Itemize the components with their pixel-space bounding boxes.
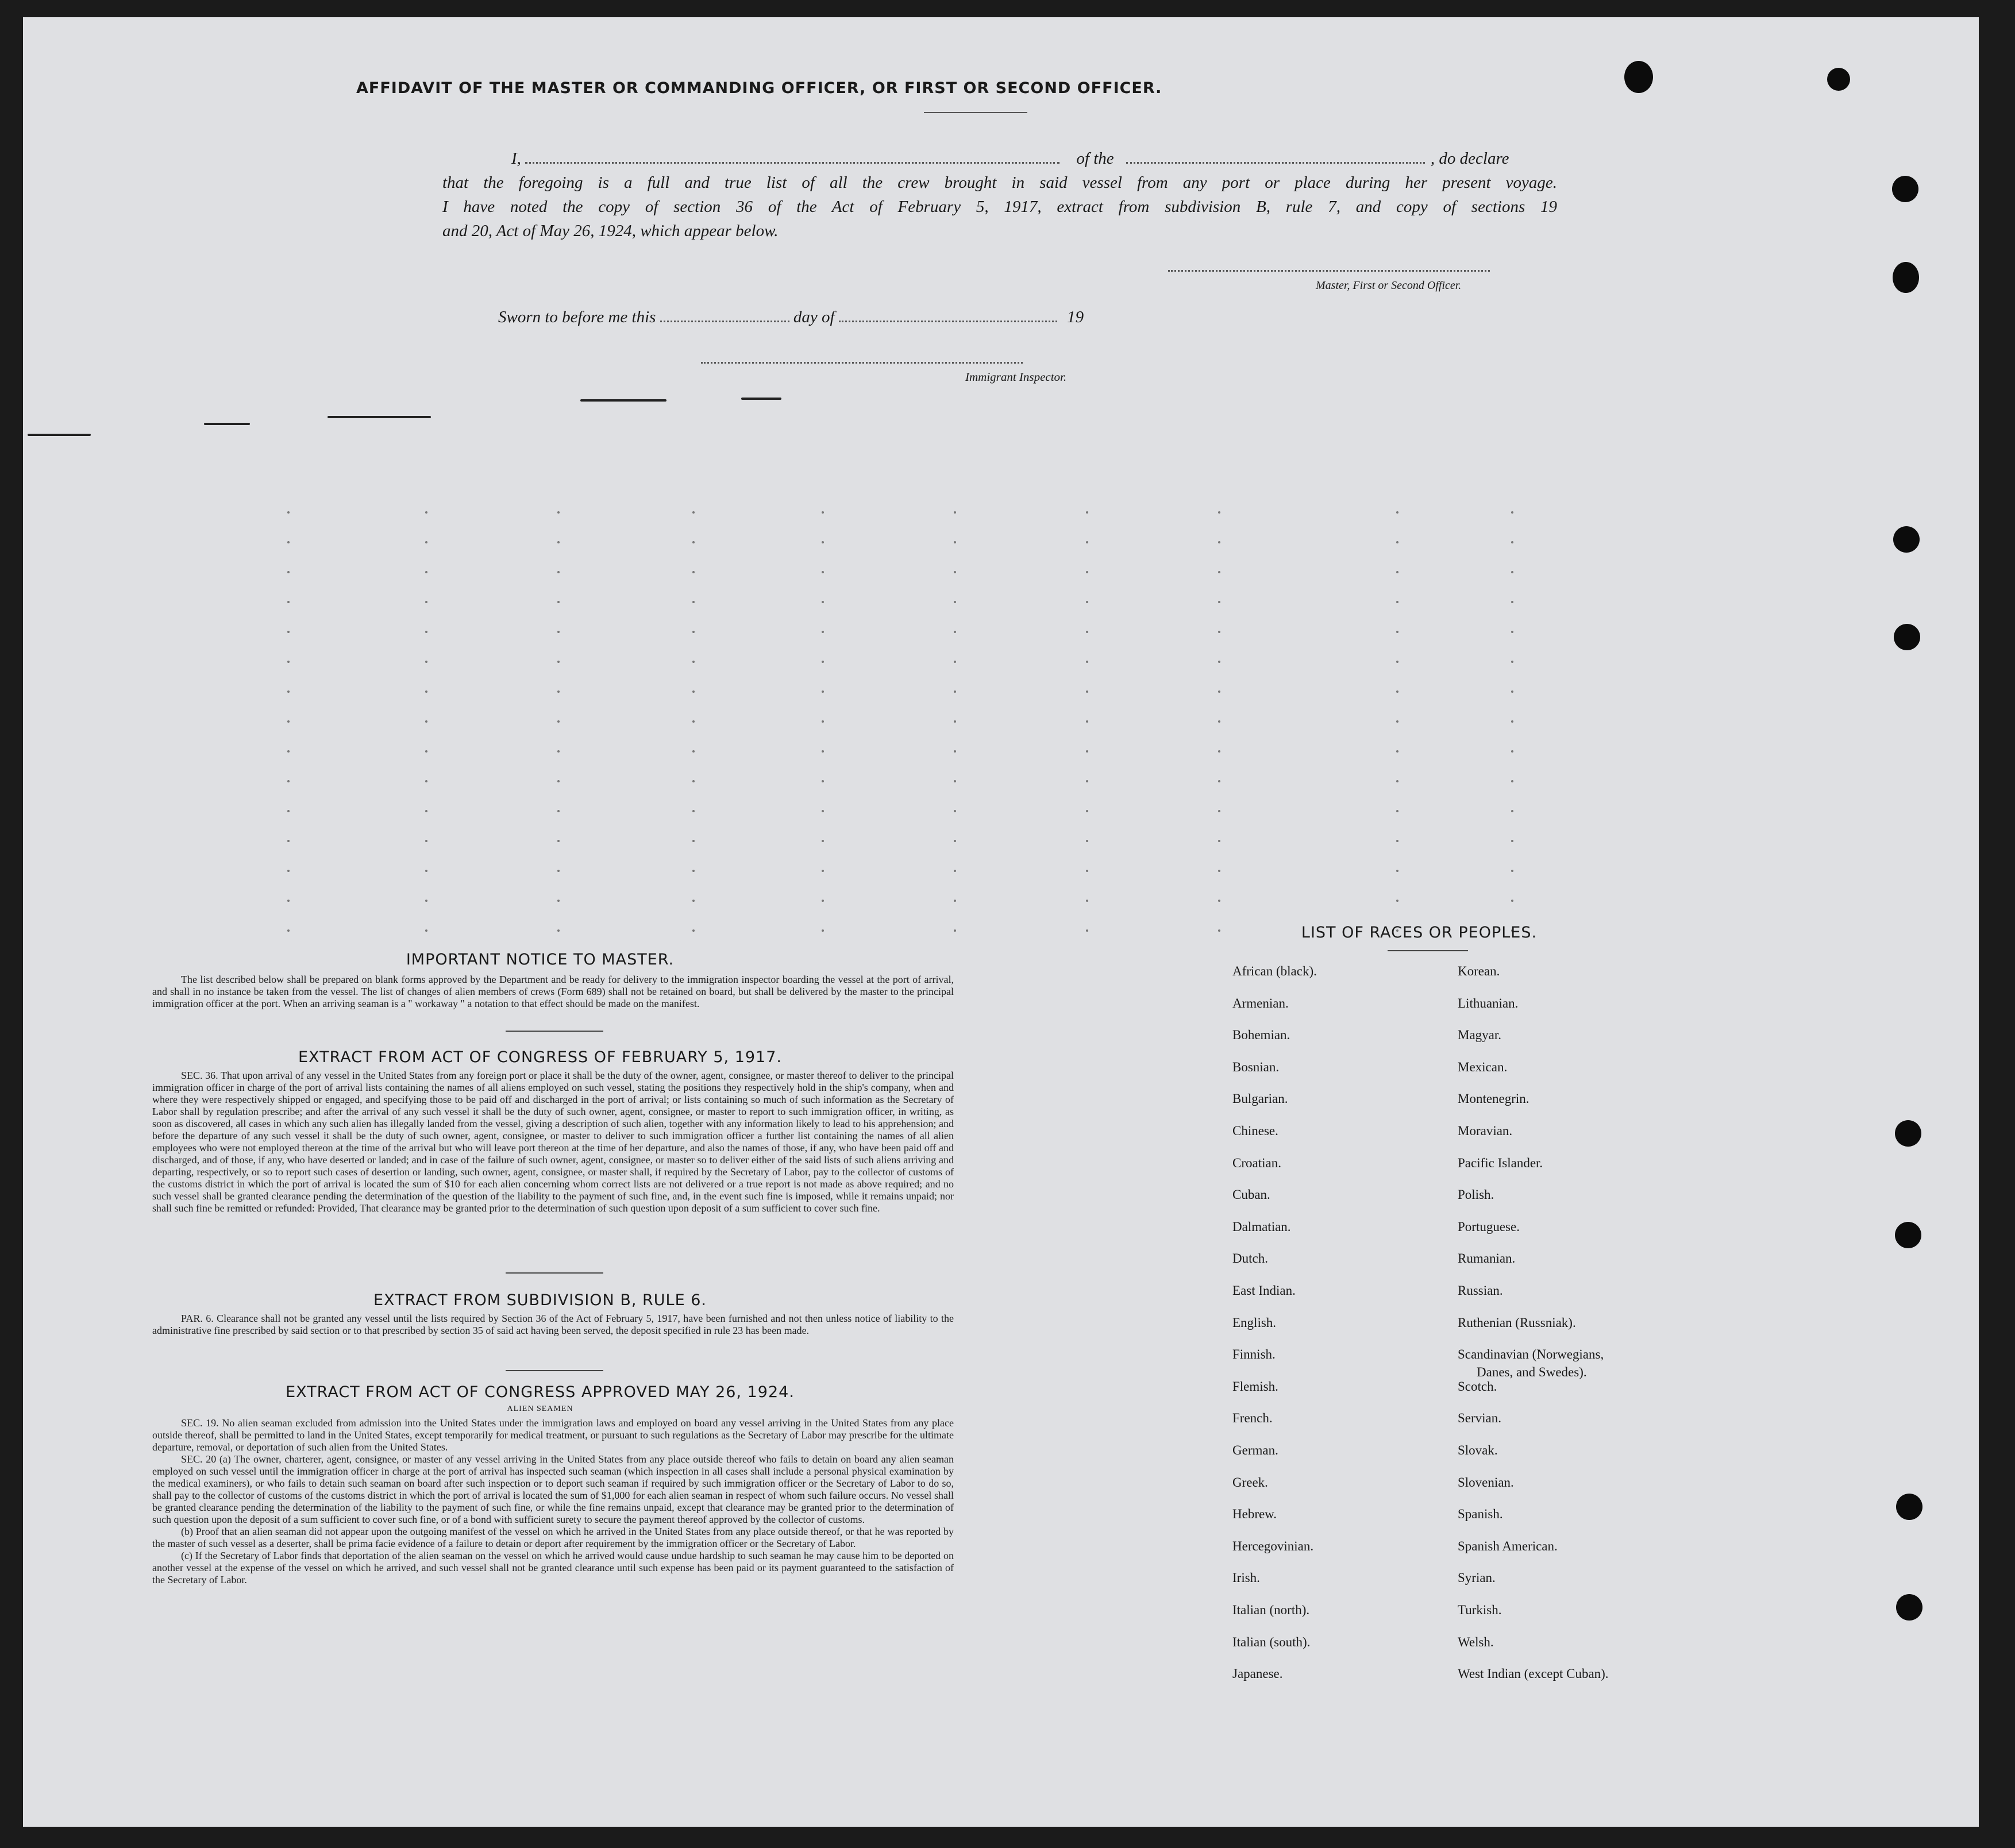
grid-dot [557,571,560,573]
grid-dot [1396,750,1398,753]
race-item: Lithuanian. [1458,996,1519,1010]
grid-dot [287,810,290,812]
grid-dot [822,870,824,872]
grid-dot [425,810,427,812]
declaration-line-3: I have noted the copy of section 36 of the Act of February 5, 1917, extract from subdivision B, rule 7, and copy of sections 19 [442,198,1557,216]
grid-dot [557,541,560,543]
document-page [23,17,1979,1827]
race-item: Syrian. [1458,1571,1496,1585]
grid-dot [822,690,824,693]
race-item: Scotch. [1458,1379,1497,1394]
grid-dot [287,631,290,633]
grid-dot [692,900,695,902]
grid-dot [1396,541,1398,543]
grid-dot [1218,690,1220,693]
grid-dot [822,840,824,842]
race-item: French. [1232,1411,1273,1426]
grid-dot [692,541,695,543]
race-item: West Indian (except Cuban). [1458,1666,1609,1681]
grid-dot [1396,720,1398,723]
grid-dot [822,929,824,932]
declaration-line-4: and 20, Act of May 26, 1924, which appear below. [442,222,779,240]
grid-dot [822,511,824,514]
stray-mark [204,423,250,425]
day-of-label: day of [793,308,835,326]
race-item: German. [1232,1443,1278,1457]
grid-dot [1511,750,1513,753]
grid-dot [425,571,427,573]
grid-dot [822,780,824,782]
grid-dot [954,690,956,693]
grid-dot [1218,810,1220,812]
grid-dot [1511,541,1513,543]
race-item: Magyar. [1458,1028,1502,1043]
subdivision-text [152,1313,954,1337]
punch-hole [1624,61,1653,93]
grid-dot [287,840,290,842]
grid-dot [557,810,560,812]
grid-dot [692,661,695,663]
grid-dot [1218,840,1220,842]
race-item: Servian. [1458,1411,1502,1426]
race-item: Montenegrin. [1458,1091,1529,1106]
grid-dot [1396,870,1398,872]
race-item: Japanese. [1232,1666,1283,1681]
race-item: Spanish American. [1458,1538,1558,1553]
sworn-line [498,308,1084,327]
grid-dot [692,720,695,723]
grid-dot [287,929,290,932]
affidavit-title: AFFIDAVIT OF THE MASTER OR COMMANDING OFFICER, OR FIRST OR SECOND OFFICER. [356,79,1162,97]
grid-dot [1218,929,1220,932]
grid-dot [425,870,427,872]
race-item: Slovak. [1458,1443,1498,1457]
race-item: Bulgarian. [1232,1091,1288,1106]
grid-dot [692,601,695,603]
grid-dot [425,601,427,603]
grid-dot [557,750,560,753]
sec-19-paragraph: SEC. 19. No alien seaman excluded from admission into the United States under the immigration laws and employed on board any vessel arriving in the United States from any place outside thereof, shall be permitted to land in the United States, except temporarily for medical treatment, or pursuant to such regulations as the Secretary of Labor may prescribe for the ultimate departure, removal, or deportation of such alien from the United States. [152,1417,954,1453]
grid-dot [1086,631,1088,633]
grid-dot [954,601,956,603]
stray-mark [28,434,91,436]
race-item: Rumanian. [1458,1251,1516,1266]
punch-hole [1894,624,1920,650]
grid-dot [692,511,695,514]
grid-dot [425,631,427,633]
grid-dot [1218,750,1220,753]
race-item: Croatian. [1232,1155,1281,1170]
grid-dot [1086,571,1088,573]
punch-hole [1893,526,1920,553]
grid-dot [1396,690,1398,693]
day-field[interactable] [660,321,789,322]
race-item: English. [1232,1315,1277,1330]
grid-dot [1218,601,1220,603]
grid-dot [1511,900,1513,902]
grid-dot [954,511,956,514]
year-label: 19 [1067,308,1084,326]
grid-dot [692,840,695,842]
grid-dot [1396,661,1398,663]
grid-dot [1086,720,1088,723]
grid-dot [954,661,956,663]
grid-dot [1086,511,1088,514]
grid-dot [1086,870,1088,872]
grid-dot [692,690,695,693]
grid-dot [1396,601,1398,603]
race-item: Ruthenian (Russniak). [1458,1315,1576,1330]
grid-dot [557,780,560,782]
race-item: Hercegovinian. [1232,1538,1314,1553]
subdivision-title: EXTRACT FROM SUBDIVISION B, RULE 6. [373,1291,707,1309]
grid-dot [425,511,427,514]
stray-mark [328,416,431,418]
divider [506,1370,603,1371]
grid-dot [1086,929,1088,932]
grid-dot [1511,631,1513,633]
race-item: Dutch. [1232,1251,1268,1266]
sec-20b-paragraph: (b) Proof that an alien seaman did not appear upon the outgoing manifest of the vessel on which he arrived in the United States from any place outside thereof, or that he was reported by the master of such vessel as a deserter, shall be prima facie evidence of a failure to detain or deport after requirement by the immigration officer or the Secretary of Labor. [152,1526,954,1549]
grid-dot [425,840,427,842]
grid-dot [1511,870,1513,872]
notice-text [152,974,954,1010]
grid-dot [557,720,560,723]
grid-dot [692,780,695,782]
grid-dot [1396,631,1398,633]
races-title: LIST OF RACES OR PEOPLES. [1301,924,1538,942]
punch-hole [1827,68,1850,91]
divider [506,1031,603,1032]
race-item: Hebrew. [1232,1507,1277,1522]
grid-dot [287,870,290,872]
grid-dot [1511,690,1513,693]
race-item: Greek. [1232,1475,1268,1490]
grid-dot [692,870,695,872]
grid-dot [692,631,695,633]
grid-dot [287,780,290,782]
grid-dot [1511,720,1513,723]
race-item: Mexican. [1458,1059,1508,1074]
vessel-field[interactable] [1126,162,1425,164]
grid-dot [1086,810,1088,812]
punch-hole [1895,1120,1921,1147]
grid-dot [425,900,427,902]
grid-dot [1086,750,1088,753]
extract-1924-title: EXTRACT FROM ACT OF CONGRESS APPROVED MAY 26, 1924. [286,1383,795,1401]
grid-dot [954,810,956,812]
grid-dot [557,631,560,633]
race-item: Bosnian. [1232,1059,1280,1074]
grid-dot [822,601,824,603]
grid-dot [287,541,290,543]
grid-dot [1396,571,1398,573]
grid-dot [1086,840,1088,842]
punch-hole [1895,1222,1921,1248]
grid-dot [954,780,956,782]
month-field[interactable] [839,321,1057,322]
declaration-line-2: that the foregoing is a full and true list of all the crew brought in said vessel from any port or place during her present voyage. [442,173,1557,192]
grid-dot [1511,661,1513,663]
grid-dot [1396,780,1398,782]
grid-dot [557,690,560,693]
master-signature-caption: Master, First or Second Officer. [1316,279,1462,292]
stray-mark [580,399,666,402]
grid-dot [1218,511,1220,514]
extract-1924-text [152,1417,954,1586]
grid-dot [692,750,695,753]
grid-dot [1396,511,1398,514]
race-item: Dalmatian. [1232,1219,1291,1234]
grid-dot [1218,780,1220,782]
notice-title: IMPORTANT NOTICE TO MASTER. [406,951,675,969]
grid-dot [1218,541,1220,543]
grid-dot [822,541,824,543]
grid-dot [1086,541,1088,543]
races-title-underline [1388,950,1468,951]
grid-dot [287,571,290,573]
race-item: Italian (north). [1232,1603,1310,1617]
race-scandinavian-continued: Danes, and Swedes). [1477,1365,1587,1379]
race-item: Finnish. [1232,1347,1276,1362]
race-item: African (black). [1232,964,1317,978]
declaration-line-1 [511,149,1569,168]
grid-dot [425,720,427,723]
grid-dot [557,900,560,902]
grid-dot [287,720,290,723]
grid-dot [287,661,290,663]
inspector-signature-caption: Immigrant Inspector. [965,370,1067,384]
grid-dot [1218,571,1220,573]
grid-dot [822,720,824,723]
extract-1917-title: EXTRACT FROM ACT OF CONGRESS OF FEBRUARY 5, 1917. [298,1048,782,1066]
grid-dot [425,750,427,753]
grid-dot [287,690,290,693]
grid-dot [287,601,290,603]
race-item: Polish. [1458,1187,1494,1202]
race-item: Bohemian. [1232,1028,1290,1043]
grid-dot [692,929,695,932]
alien-seamen-subtitle: ALIEN SEAMEN [507,1405,573,1413]
race-item: Moravian. [1458,1124,1513,1138]
grid-dot [954,870,956,872]
grid-dot [954,631,956,633]
grid-dot [954,840,956,842]
grid-dot [1218,631,1220,633]
grid-dot [1218,720,1220,723]
sec-20a-paragraph: SEC. 20 (a) The owner, charterer, agent, consignee, or master of any vessel arriving in the United States from any place outside thereof who fails to detain on board any alien seaman employed on such vessel until the immigration officer in charge at the port of arrival has inspected such seaman (which inspection in all cases shall include a personal physical examination by the medical examiners), or who fails to detain such seaman on board after such inspection or to deport such seaman if required by such immigration officer or the Secretary of Labor to do so, shall pay to the collector of customs of the customs district in which the port of arrival is located the sum of $1,000 for each alien seaman in respect of whom such failure occurs. No vessel shall be granted clearance pending the determination of the liability to the payment of such fine, or while the fine remains unpaid, except that clearance may be granted prior to the determination of such question upon the deposit of a sum sufficient to cover such fine, or of a bond with sufficient surety to secure the payment thereof approved by the collector of customs. [152,1453,954,1525]
race-item: Chinese. [1232,1124,1278,1138]
race-item: Irish. [1232,1571,1260,1585]
grid-dot [1396,900,1398,902]
grid-dot [1511,810,1513,812]
grid-dot [954,750,956,753]
race-item: Slovenian. [1458,1475,1514,1490]
grid-dot [954,900,956,902]
grid-dot [287,750,290,753]
grid-dot [1511,840,1513,842]
grid-dot [425,690,427,693]
grid-dot [287,511,290,514]
race-item: Korean. [1458,964,1500,978]
race-item: Turkish. [1458,1603,1502,1617]
i-label: I, [511,149,521,168]
grid-dot [954,541,956,543]
of-the-label: of the [1076,149,1114,168]
punch-hole [1896,1594,1922,1621]
grid-dot [692,571,695,573]
sec-36-paragraph: SEC. 36. That upon arrival of any vessel in the United States from any foreign port or place it shall be the duty of the owner, agent, consignee, or master thereof to deliver to the principal immigration officer in charge of the port of arrival lists containing the names of all aliens employed on such vessel, stating the positions they respectively hold in the ship's company, when and where they were respectively shipped or engaged, and specifying those to be paid off and discharged in the port of arrival; or lists containing so much of such information as the Secretary of Labor shall by regulation prescribe; and after the arrival of any such vessel it shall be the duty of such owner, agent, consignee, or master to report to such immigration officer, in writing, as soon as discovered, all cases in which any such alien has illegally landed from the vessel, giving a description of such alien, together with any information likely to lead to his apprehension; and before the departure of any such vessel it shall be the duty of such owner, agent, consignee, or master to deliver to such immigration officer a further list containing the names of all alien employees who were not employed thereon at the time of the arrival but who will leave port thereon at the time of her departure, and also the names of those, if any, who have been paid off and discharged, and of those, if any, who have deserted or landed; and in case of the failure of such owner, agent, consignee, or master so to deliver either of the said lists of such aliens arriving and departing, respectively, or so to report such cases of desertion or landing, such owner, agent, consignee, or master shall, if required by the Secretary of Labor, pay to the collector of customs of the customs district in which the port of arrival is located the sum of $10 for each alien concerning whom correct lists are not delivered or a true report is not made as above required; and no such vessel shall be granted clearance pending the determination of the question of the liability to the payment of such fine, and, in the event such fine is imposed, while it remains unpaid; nor shall such fine be remitted or refunded: Provided, That clearance may be granted prior to the determination of such question upon deposit of a sum sufficient to cover such fine. [152,1070,954,1214]
grid-dot [954,571,956,573]
punch-hole [1893,262,1919,293]
race-item: East Indian. [1232,1283,1296,1298]
grid-dot [822,750,824,753]
stray-mark [741,398,781,400]
grid-dot [557,601,560,603]
grid-dot [425,541,427,543]
grid-dot [1086,601,1088,603]
grid-dot [557,870,560,872]
race-item: Spanish. [1458,1507,1503,1522]
grid-dot [1511,511,1513,514]
race-item: Armenian. [1232,996,1289,1010]
divider [506,1272,603,1274]
grid-dot [692,810,695,812]
grid-dot [1511,601,1513,603]
grid-dot [1396,840,1398,842]
grid-dot [1086,661,1088,663]
grid-dot [1511,780,1513,782]
race-item: Welsh. [1458,1634,1494,1649]
race-item: Flemish. [1232,1379,1278,1394]
grid-dot [557,840,560,842]
grid-dot [557,929,560,932]
sworn-label: Sworn to before me this [498,308,656,326]
grid-dot [822,661,824,663]
race-item: Scandinavian (Norwegians, [1458,1347,1604,1362]
race-item: Pacific Islander. [1458,1155,1543,1170]
sec-20c-paragraph: (c) If the Secretary of Labor finds that deportation of the alien seaman on the vessel on which he arrived would cause undue hardship to such seaman he may cause him to be deported on another vessel at the expense of the vessel on which he arrived, and such vessel shall not be granted clearance until such expense has been paid or its payment guaranteed to the satisfaction of the Secretary of Labor. [152,1550,954,1585]
grid-dot [287,900,290,902]
grid-dot [822,900,824,902]
race-item: Portuguese. [1458,1219,1520,1234]
grid-dot [1218,900,1220,902]
grid-dot [1086,900,1088,902]
race-item: Cuban. [1232,1187,1270,1202]
grid-dot [1218,870,1220,872]
grid-dot [954,929,956,932]
grid-dot [822,810,824,812]
name-field[interactable] [525,162,1059,164]
grid-dot [425,929,427,932]
race-item: Russian. [1458,1283,1503,1298]
grid-dot [1511,571,1513,573]
inspector-signature-line[interactable] [701,362,1023,364]
grid-dot [822,631,824,633]
grid-dot [557,661,560,663]
grid-dot [1086,690,1088,693]
master-signature-line[interactable] [1168,270,1490,272]
grid-dot [557,511,560,514]
par-6-paragraph: PAR. 6. Clearance shall not be granted any vessel until the lists required by Section 36 of the Act of February 5, 1917, have been furnished and not then unless notice of liability to the administrative fine prescribed by said section or to that prescribed by section 35 of said act having been served, the deposit specified in rule 23 has been made. [152,1313,954,1336]
grid-dot [425,661,427,663]
title-underline [924,112,1027,113]
punch-hole [1896,1494,1922,1520]
grid-dot [954,720,956,723]
grid-dot [1218,661,1220,663]
grid-dot [1086,780,1088,782]
punch-hole [1892,176,1918,202]
race-item: Italian (south). [1232,1634,1311,1649]
grid-dot [425,780,427,782]
notice-paragraph: The list described below shall be prepared on blank forms approved by the Department and be ready for delivery to the immigration inspector boarding the vessel at the port of arrival, and shall in no instance be taken from the vessel. The list of changes of alien members of crews (Form 689) shall not be retained on board, but shall be delivered by the master to the principal immigration officer at the port. When an arriving seaman is a " workaway " a notation to that effect should be made on the manifest. [152,974,954,1009]
grid-dot [1396,810,1398,812]
extract-1917-text [152,1070,954,1214]
grid-dot [822,571,824,573]
do-declare-label: , do declare [1430,149,1509,168]
